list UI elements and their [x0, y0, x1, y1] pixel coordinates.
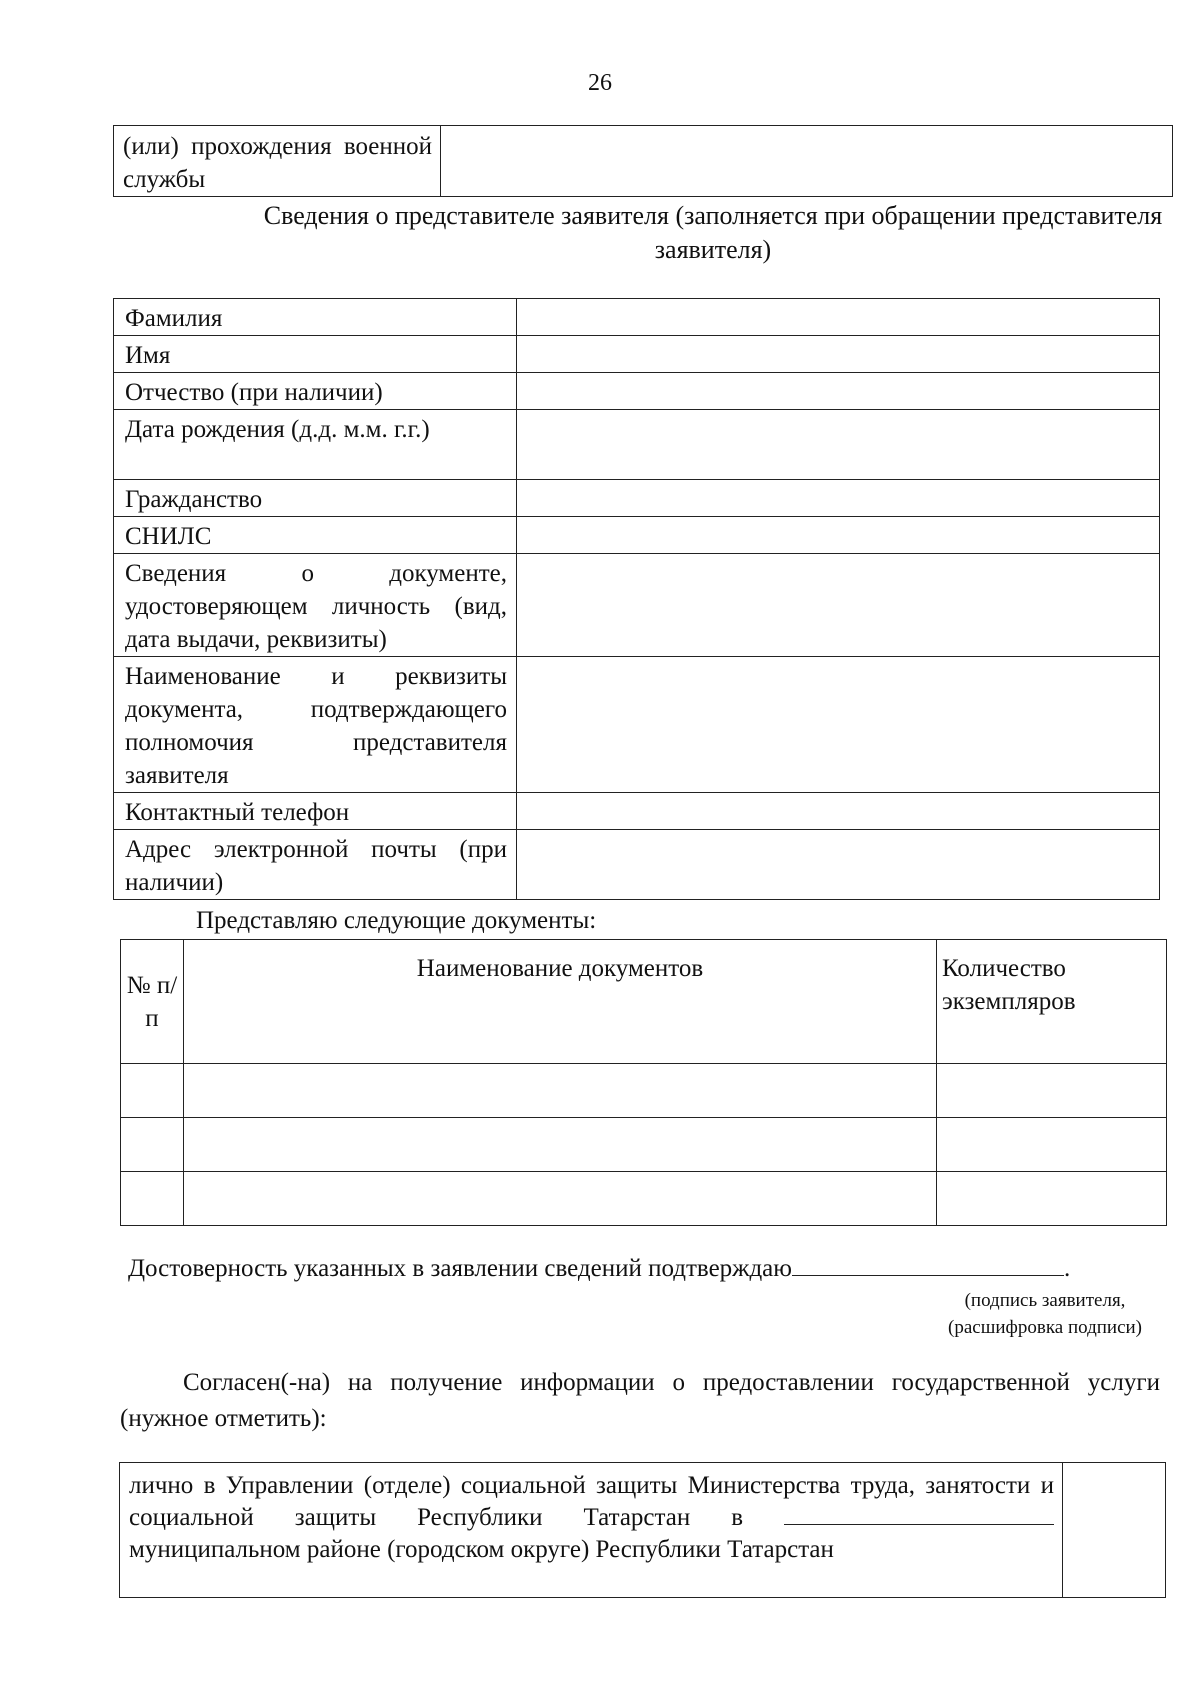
consent-options-table	[119, 1462, 1166, 1598]
row-label-patronymic: Отчество (при наличии)	[114, 373, 517, 410]
table-row	[114, 410, 1160, 480]
row-label-citizenship: Гражданство	[114, 480, 517, 517]
consent-text: Согласен(-на) на получение информации о предоставлении государственной услуги (нужное отметить):	[120, 1369, 1160, 1432]
header-quantity: Количество экземпляров	[937, 940, 1167, 1064]
table-row	[114, 126, 1173, 197]
citizenship-field[interactable]	[517, 480, 1160, 517]
doc-name-field[interactable]	[184, 1064, 937, 1118]
doc-number-field[interactable]	[121, 1172, 184, 1226]
row-label-snils: СНИЛС	[114, 517, 517, 554]
table-row	[121, 1172, 1167, 1226]
doc-quantity-field[interactable]	[937, 1172, 1167, 1226]
patronymic-field[interactable]	[517, 373, 1160, 410]
district-blank-field[interactable]	[784, 1505, 1054, 1525]
table-row	[114, 480, 1160, 517]
representative-table	[113, 298, 1160, 900]
table-row	[114, 336, 1160, 373]
table-row	[120, 1463, 1166, 1598]
snils-field[interactable]	[517, 517, 1160, 554]
header-number: № п/п	[121, 940, 184, 1064]
continuation-table	[113, 125, 1173, 197]
option-check-cell[interactable]	[1063, 1463, 1166, 1598]
table-row	[114, 299, 1160, 336]
table-header-row	[121, 940, 1167, 1064]
confirmation-end-mark: .	[1063, 1255, 1071, 1282]
row-label-phone: Контактный телефон	[114, 793, 517, 830]
table-row	[114, 657, 1160, 793]
table-row	[121, 1064, 1167, 1118]
table-row	[114, 830, 1160, 900]
identity-document-field[interactable]	[517, 554, 1160, 657]
doc-quantity-field[interactable]	[937, 1118, 1167, 1172]
option-text-part2: муниципальном районе (городском округе) Республики Татарстан	[129, 1536, 834, 1563]
name-field[interactable]	[517, 336, 1160, 373]
representative-heading: Сведения о представителе заявителя (заполняется при обращении представителя заявителя)	[263, 201, 1163, 264]
birth-date-field[interactable]	[517, 410, 1160, 480]
authority-document-field[interactable]	[517, 657, 1160, 793]
header-document-name: Наименование документов	[184, 940, 937, 1064]
doc-name-field[interactable]	[184, 1172, 937, 1226]
row-label-email: Адрес электронной почты (при наличии)	[114, 830, 517, 900]
documents-table	[120, 939, 1167, 1226]
table-row	[121, 1118, 1167, 1172]
continuation-label: (или) прохождения военной службы	[114, 126, 441, 197]
row-label-name: Имя	[114, 336, 517, 373]
email-field[interactable]	[517, 830, 1160, 900]
table-row	[114, 373, 1160, 410]
option-text-part1: лично в Управлении (отделе) социальной защиты Министерства труда, занятости и социальной защиты Республики Татарстан в	[129, 1472, 1054, 1531]
row-label-identity-document: Сведения о документе, удостоверяющем личность (вид, дата выдачи, реквизиты)	[114, 554, 517, 657]
signature-caption-line2: (расшифровка подписи)	[948, 1317, 1142, 1338]
continuation-value-field[interactable]	[441, 126, 1173, 197]
table-row	[114, 517, 1160, 554]
row-label-surname: Фамилия	[114, 299, 517, 336]
doc-number-field[interactable]	[121, 1064, 184, 1118]
documents-intro: Представляю следующие документы:	[196, 907, 597, 934]
signature-caption-line1: (подпись заявителя,	[964, 1290, 1126, 1311]
row-label-authority-document: Наименование и реквизиты документа, подтверждающего полномочия представителя заявителя	[114, 657, 517, 793]
surname-field[interactable]	[517, 299, 1160, 336]
confirmation-line	[128, 1253, 1070, 1286]
row-label-birth-date: Дата рождения (д.д. м.м. г.г.)	[114, 410, 517, 480]
table-row	[114, 554, 1160, 657]
doc-number-field[interactable]	[121, 1118, 184, 1172]
confirmation-text: Достоверность указанных в заявлении сведений подтверждаю	[128, 1255, 792, 1282]
option-in-person	[120, 1463, 1063, 1598]
table-row	[114, 793, 1160, 830]
doc-name-field[interactable]	[184, 1118, 937, 1172]
page-number: 26	[588, 70, 612, 96]
signature-caption	[948, 1287, 1142, 1341]
signature-field[interactable]	[792, 1254, 1064, 1276]
doc-quantity-field[interactable]	[937, 1064, 1167, 1118]
phone-field[interactable]	[517, 793, 1160, 830]
